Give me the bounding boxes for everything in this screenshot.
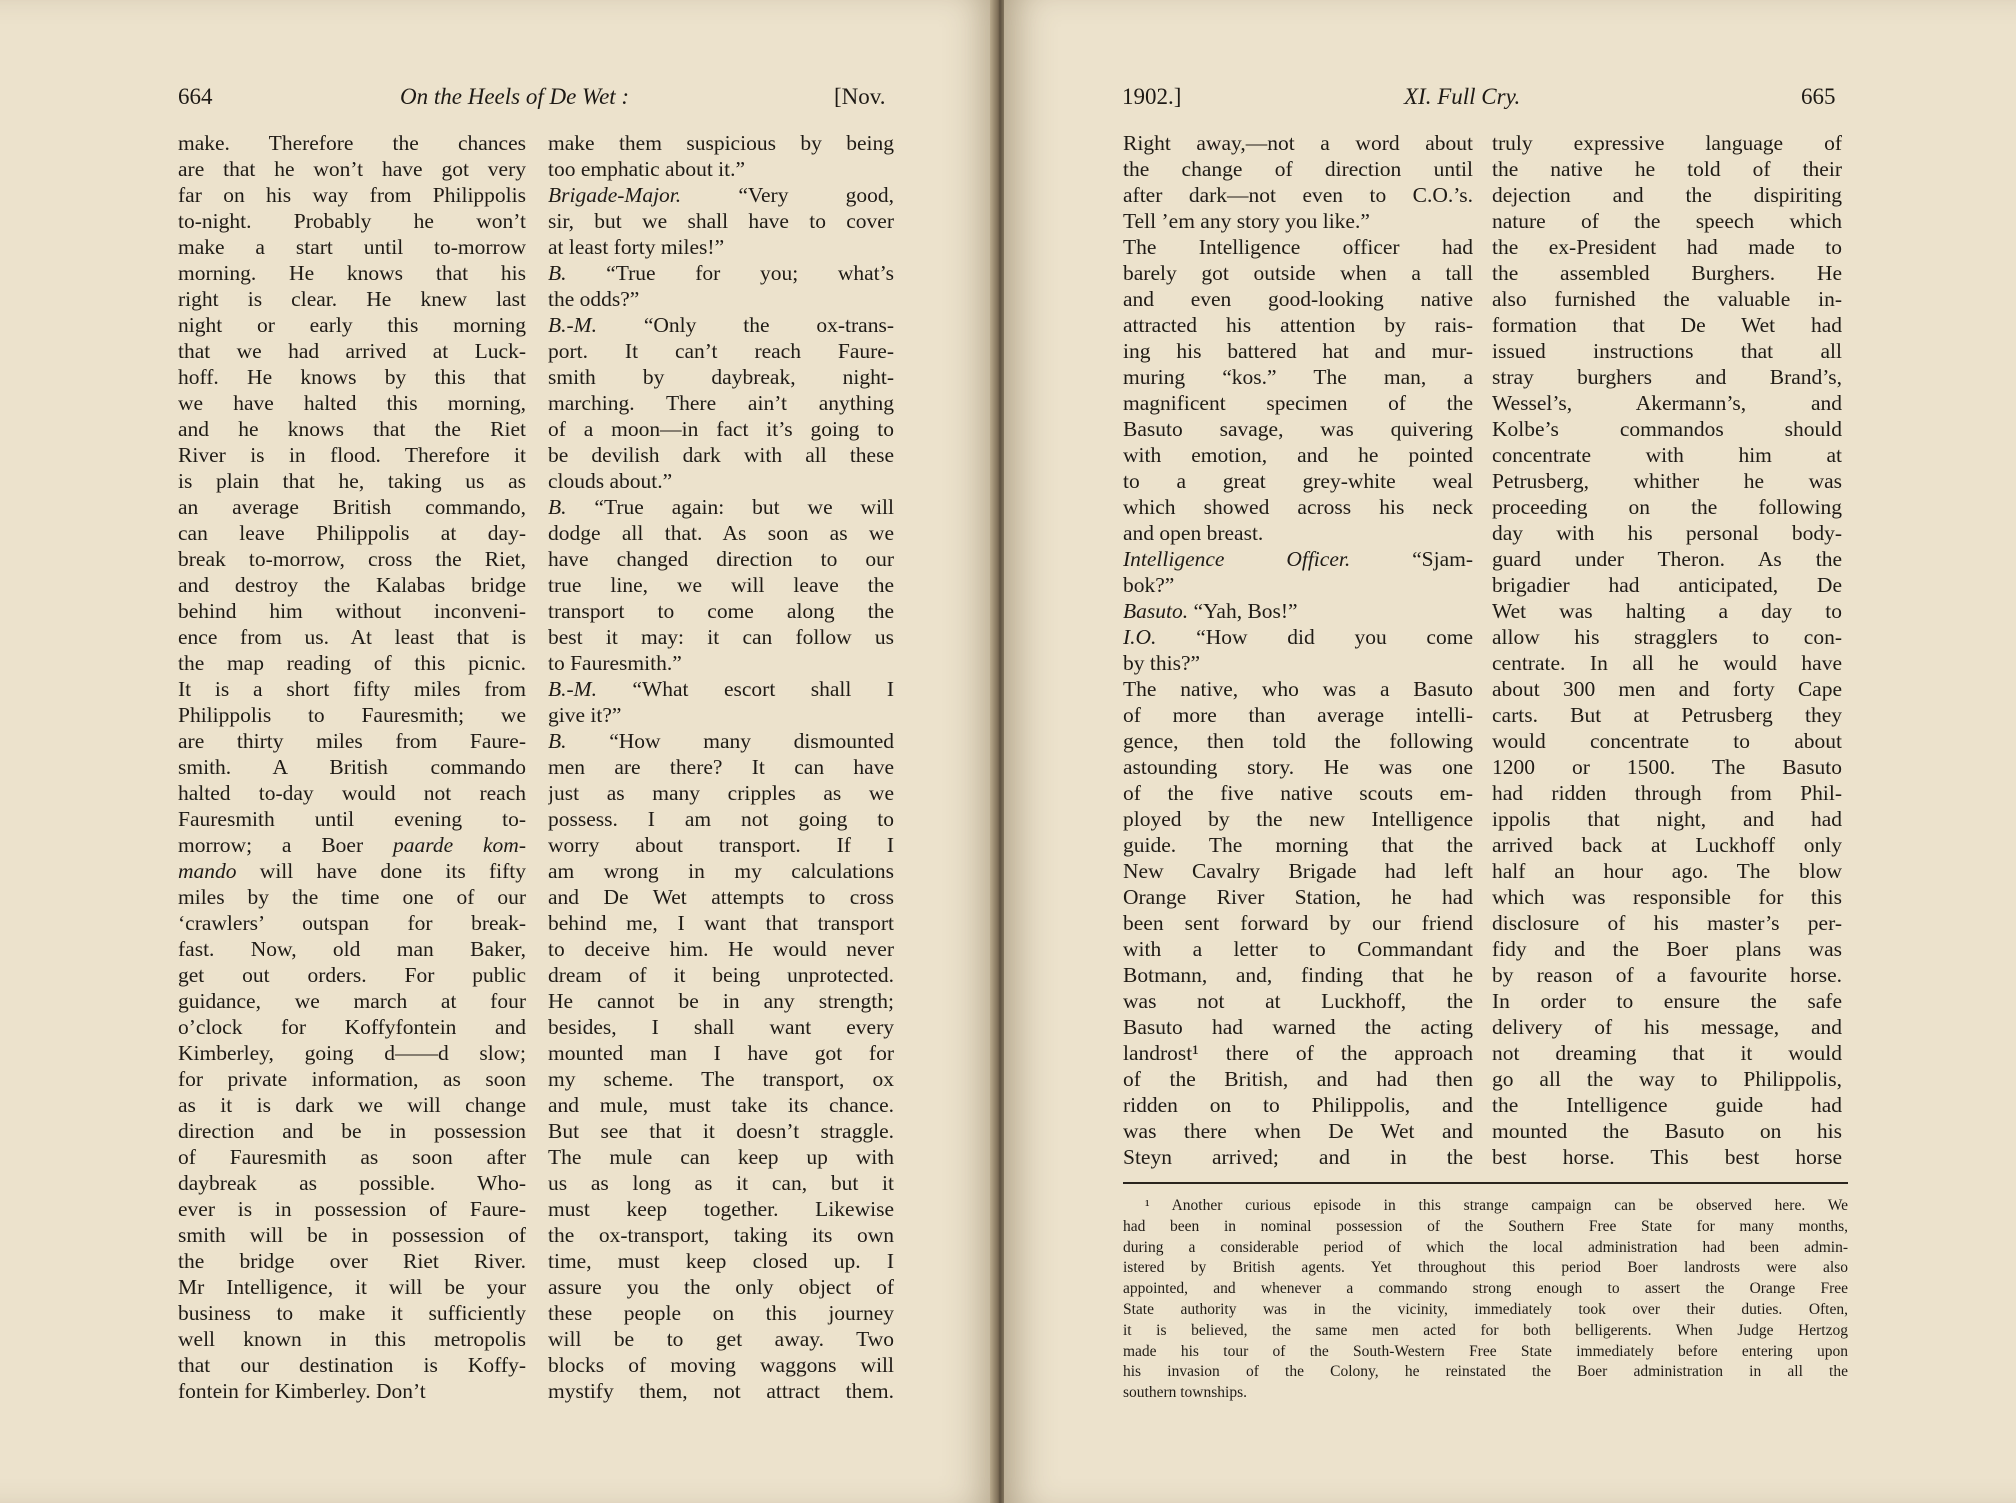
text-line: The native, who was a Basuto xyxy=(1123,677,1473,701)
text-line: an average British commando, xyxy=(178,495,526,519)
text-line: behind him without inconveni- xyxy=(178,599,526,623)
text-line: barely got outside when a tall xyxy=(1123,261,1473,285)
text-line: was not at Luckhoff, the xyxy=(1123,989,1473,1013)
text-line: Kolbe’s commandos should xyxy=(1492,417,1842,441)
text-line: guide. The morning that the xyxy=(1123,833,1473,857)
text-line: dodge all that. As soon as we xyxy=(548,521,894,545)
text-line: best horse. This best horse xyxy=(1492,1145,1842,1169)
text-line: and he knows that the Riet xyxy=(178,417,526,441)
text-line: fidy and the Boer plans was xyxy=(1492,937,1842,961)
text-line: Steyn arrived; and in the xyxy=(1123,1145,1473,1169)
text-line: Mr Intelligence, it will be your xyxy=(178,1275,526,1299)
text-line: ever is in possession of Faure- xyxy=(178,1197,526,1221)
text-line: morning. He knows that his xyxy=(178,261,526,285)
text-line: morrow; a Boer paarde kom- xyxy=(178,833,526,857)
text-line: possess. I am not going to xyxy=(548,807,894,831)
text-line: Fauresmith until evening to- xyxy=(178,807,526,831)
footnote-rule xyxy=(1123,1182,1848,1184)
left-page xyxy=(0,0,996,1503)
text-line: 1200 or 1500. The Basuto xyxy=(1492,755,1842,779)
footnote-line: istered by British agents. Yet throughout this period Boer landrosts were also xyxy=(1123,1259,1848,1277)
text-line: the assembled Burghers. He xyxy=(1492,261,1842,285)
text-line: attracted his attention by rais- xyxy=(1123,313,1473,337)
text-line: to Fauresmith.” xyxy=(548,651,682,675)
footnote xyxy=(1123,1196,1848,1404)
text-line: mounted man I have got for xyxy=(548,1041,894,1065)
text-line: the ex-President had made to xyxy=(1492,235,1842,259)
text-line: carts. But at Petrusberg they xyxy=(1492,703,1842,727)
footnote-line: State authority was in the vicinity, immediately took over their duties. Often, xyxy=(1123,1300,1848,1318)
text-line: brigadier had anticipated, De xyxy=(1492,573,1842,597)
text-line: dream of it being unprotected. xyxy=(548,963,894,987)
footnote-line: appointed, and whenever a commando strong enough to assert the Orange Free xyxy=(1123,1280,1848,1298)
text-line: give it?” xyxy=(548,703,622,727)
left-page-number: 664 xyxy=(178,84,213,109)
text-line: true line, we will leave the xyxy=(548,573,894,597)
text-line: The Intelligence officer had xyxy=(1123,235,1473,259)
footnote-line: his invasion of the Colony, he reinstated the Boer administration in all the xyxy=(1123,1363,1848,1381)
text-line: my scheme. The transport, ox xyxy=(548,1067,894,1091)
text-line: smith. A British commando xyxy=(178,755,526,779)
text-line: and mule, must take its chance. xyxy=(548,1093,894,1117)
text-line: fast. Now, old man Baker, xyxy=(178,937,526,961)
left-date-mark: [Nov. xyxy=(834,84,886,109)
text-line: about 300 men and forty Cape xyxy=(1492,677,1842,701)
text-line: B. “True for you; what’s xyxy=(548,261,894,285)
text-line: Philippolis to Fauresmith; we xyxy=(178,703,526,727)
text-line: are thirty miles from Faure- xyxy=(178,729,526,753)
text-line: hoff. He knows by this that xyxy=(178,365,526,389)
text-line: B.-M. “Only the ox-trans- xyxy=(548,313,894,337)
text-line: The mule can keep up with xyxy=(548,1145,894,1169)
text-line: marching. There ain’t anything xyxy=(548,391,894,415)
text-line: would concentrate to about xyxy=(1492,729,1842,753)
text-line: right is clear. He knew last xyxy=(178,287,526,311)
left-running-title: On the Heels of De Wet : xyxy=(400,84,630,109)
text-line: break to-morrow, cross the Riet, xyxy=(178,547,526,571)
text-line: River is in flood. Therefore it xyxy=(178,443,526,467)
text-line: transport to come along the xyxy=(548,599,894,623)
text-line: will be to get away. Two xyxy=(548,1327,894,1351)
text-line: of the British, and had then xyxy=(1123,1067,1473,1091)
text-line: to-night. Probably he won’t xyxy=(178,209,526,233)
text-line: guidance, we march at four xyxy=(178,989,526,1013)
text-line: ployed by the new Intelligence xyxy=(1123,807,1473,831)
text-line: o’clock for Koffyfontein and xyxy=(178,1015,526,1039)
text-line: Wessel’s, Akermann’s, and xyxy=(1492,391,1842,415)
text-line: Tell ’em any story you like.” xyxy=(1123,209,1370,233)
footnote-line: during a considerable period of which the local administration had been admin- xyxy=(1123,1238,1848,1256)
text-line: am wrong in my calculations xyxy=(548,859,894,883)
text-line: ‘crawlers’ outspan for break- xyxy=(178,911,526,935)
text-line: which showed across his neck xyxy=(1123,495,1473,519)
text-line: Brigade-Major. “Very good, xyxy=(548,183,894,207)
text-line: allow his stragglers to con- xyxy=(1492,625,1842,649)
text-line: was there when De Wet and xyxy=(1123,1119,1473,1143)
text-line: the odds?” xyxy=(548,287,640,311)
text-line: astounding story. He was one xyxy=(1123,755,1473,779)
text-line: men are there? It can have xyxy=(548,755,894,779)
text-line: miles by the time one of our xyxy=(178,885,526,909)
footnote-line: it is believed, the same men acted for both belligerents. When Judge Hertzog xyxy=(1123,1321,1848,1339)
text-line: Right away,—not a word about xyxy=(1123,131,1473,155)
text-line: nature of the speech which xyxy=(1492,209,1842,233)
text-line: delivery of his message, and xyxy=(1492,1015,1842,1039)
text-line: gence, then told the following xyxy=(1123,729,1473,753)
text-line: clouds about.” xyxy=(548,469,673,493)
text-line: and destroy the Kalabas bridge xyxy=(178,573,526,597)
text-line: worry about transport. If I xyxy=(548,833,894,857)
text-line: assure you the only object of xyxy=(548,1275,894,1299)
text-line: too emphatic about it.” xyxy=(548,157,746,181)
text-line: Petrusberg, whither he was xyxy=(1492,469,1842,493)
text-line: Intelligence Officer. “Sjam- xyxy=(1123,547,1473,571)
text-line: halted to-day would not reach xyxy=(178,781,526,805)
text-line: concentrate with him at xyxy=(1492,443,1842,467)
text-line: B. “True again: but we will xyxy=(548,495,894,519)
text-line: magnificent specimen of the xyxy=(1123,391,1473,415)
text-line: go all the way to Philippolis, xyxy=(1492,1067,1842,1091)
text-line: ence from us. At least that is xyxy=(178,625,526,649)
text-line: Wet was halting a day to xyxy=(1492,599,1842,623)
text-line: arrived back at Luckhoff only xyxy=(1492,833,1842,857)
text-line: night or early this morning xyxy=(178,313,526,337)
text-line: mounted the Basuto on his xyxy=(1492,1119,1842,1143)
text-line: mystify them, not attract them. xyxy=(548,1379,894,1403)
text-line: formation that De Wet had xyxy=(1492,313,1842,337)
text-line: to deceive him. He would never xyxy=(548,937,894,961)
text-line: for private information, as soon xyxy=(178,1067,526,1091)
text-line: muring “kos.” The man, a xyxy=(1123,365,1473,389)
text-line: smith will be in possession of xyxy=(178,1223,526,1247)
text-line: time, must keep closed up. I xyxy=(548,1249,894,1273)
text-line: smith by daybreak, night- xyxy=(548,365,894,389)
text-line: ippolis that night, and had xyxy=(1492,807,1842,831)
text-line: B.-M. “What escort shall I xyxy=(548,677,894,701)
text-line: the bridge over Riet River. xyxy=(178,1249,526,1273)
text-line: at least forty miles!” xyxy=(548,235,725,259)
text-line: by this?” xyxy=(1123,651,1201,675)
left-column-1 xyxy=(178,130,526,1404)
text-line: and open breast. xyxy=(1123,521,1264,545)
right-page-number: 665 xyxy=(1801,84,1836,109)
footnote-line: southern townships. xyxy=(1123,1384,1247,1402)
text-line: and even good-looking native xyxy=(1123,287,1473,311)
text-line: these people on this journey xyxy=(548,1301,894,1325)
text-line: make a start until to-morrow xyxy=(178,235,526,259)
text-line: Kimberley, going d——d slow; xyxy=(178,1041,526,1065)
text-line: I.O. “How did you come xyxy=(1123,625,1473,649)
text-line: In order to ensure the safe xyxy=(1492,989,1842,1013)
text-line: the Intelligence guide had xyxy=(1492,1093,1842,1117)
text-line: well known in this metropolis xyxy=(178,1327,526,1351)
text-line: have changed direction to our xyxy=(548,547,894,571)
text-line: that our destination is Koffy- xyxy=(178,1353,526,1377)
text-line: behind me, I want that transport xyxy=(548,911,894,935)
right-page-header xyxy=(1004,84,2016,116)
text-line: bok?” xyxy=(1123,573,1175,597)
text-line: direction and be in possession xyxy=(178,1119,526,1143)
text-line: landrost¹ there of the approach xyxy=(1123,1041,1473,1065)
text-line: He cannot be in any strength; xyxy=(548,989,894,1013)
text-line: Basuto. “Yah, Bos!” xyxy=(1123,599,1298,623)
right-running-title: XI. Full Cry. xyxy=(1404,84,1521,109)
footnote-line: ¹ Another curious episode in this strange campaign can be observed here. We xyxy=(1145,1197,1848,1214)
right-column-2 xyxy=(1492,130,1842,1170)
text-line: daybreak as possible. Who- xyxy=(178,1171,526,1195)
text-line: centrate. In all he would have xyxy=(1492,651,1842,675)
text-line: just as many cripples as we xyxy=(548,781,894,805)
text-line: had ridden through from Phil- xyxy=(1492,781,1842,805)
text-line: guard under Theron. As the xyxy=(1492,547,1842,571)
footnote-line: had been in nominal possession of the Southern Free State for many months, xyxy=(1123,1217,1848,1235)
text-line: ing his battered hat and mur- xyxy=(1123,339,1473,363)
footnote-line: made his tour of the South-Western Free State immediately before entering upon xyxy=(1123,1342,1848,1360)
right-column-1 xyxy=(1123,130,1473,1170)
text-line: B. “How many dismounted xyxy=(548,729,894,753)
text-line: dejection and the dispiriting xyxy=(1492,183,1842,207)
text-line: which was responsible for this xyxy=(1492,885,1842,909)
text-line: with a letter to Commandant xyxy=(1123,937,1473,961)
text-line: is plain that he, taking us as xyxy=(178,469,526,493)
text-line: of more than average intelli- xyxy=(1123,703,1473,727)
text-line: get out orders. For public xyxy=(178,963,526,987)
text-line: fontein for Kimberley. Don’t xyxy=(178,1379,426,1403)
text-line: But see that it doesn’t straggle. xyxy=(548,1119,894,1143)
text-line: blocks of moving waggons will xyxy=(548,1353,894,1377)
text-line: Orange River Station, he had xyxy=(1123,885,1473,909)
text-line: disclosure of his master’s per- xyxy=(1492,911,1842,935)
text-line: also furnished the valuable in- xyxy=(1492,287,1842,311)
text-line: with emotion, and he pointed xyxy=(1123,443,1473,467)
text-line: It is a short fifty miles from xyxy=(178,677,526,701)
text-line: day with his personal body- xyxy=(1492,521,1842,545)
text-line: and De Wet attempts to cross xyxy=(548,885,894,909)
text-line: of the five native scouts em- xyxy=(1123,781,1473,805)
text-line: as it is dark we will change xyxy=(178,1093,526,1117)
text-line: proceeding on the following xyxy=(1492,495,1842,519)
text-line: Botmann, and, finding that he xyxy=(1123,963,1473,987)
text-line: ridden on to Philippolis, and xyxy=(1123,1093,1473,1117)
text-line: can leave Philippolis at day- xyxy=(178,521,526,545)
text-line: of Fauresmith as soon after xyxy=(178,1145,526,1169)
text-line: make. Therefore the chances xyxy=(178,131,526,155)
text-line: not dreaming that it would xyxy=(1492,1041,1842,1065)
left-page-header xyxy=(0,84,996,116)
text-line: by reason of a favourite horse. xyxy=(1492,963,1842,987)
text-line: are that he won’t have got very xyxy=(178,157,526,181)
text-line: we have halted this morning, xyxy=(178,391,526,415)
text-line: sir, but we shall have to cover xyxy=(548,209,894,233)
text-line: must keep together. Likewise xyxy=(548,1197,894,1221)
text-line: the change of direction until xyxy=(1123,157,1473,181)
text-line: business to make it sufficiently xyxy=(178,1301,526,1325)
text-line: the native he told of their xyxy=(1492,157,1842,181)
text-line: to a great grey-white weal xyxy=(1123,469,1473,493)
text-line: the ox-transport, taking its own xyxy=(548,1223,894,1247)
text-line: besides, I shall want every xyxy=(548,1015,894,1039)
text-line: New Cavalry Brigade had left xyxy=(1123,859,1473,883)
text-line: make them suspicious by being xyxy=(548,131,894,155)
text-line: us as long as it can, but it xyxy=(548,1171,894,1195)
text-line: half an hour ago. The blow xyxy=(1492,859,1842,883)
text-line: after dark—not even to C.O.’s. xyxy=(1123,183,1473,207)
text-line: port. It can’t reach Faure- xyxy=(548,339,894,363)
right-date-mark: 1902.] xyxy=(1122,84,1182,109)
text-line: Basuto had warned the acting xyxy=(1123,1015,1473,1039)
text-line: issued instructions that all xyxy=(1492,339,1842,363)
text-line: best it may: it can follow us xyxy=(548,625,894,649)
text-line: Basuto savage, was quivering xyxy=(1123,417,1473,441)
text-line: been sent forward by our friend xyxy=(1123,911,1473,935)
text-line: far on his way from Philippolis xyxy=(178,183,526,207)
text-line: stray burghers and Brand’s, xyxy=(1492,365,1842,389)
text-line: mando will have done its fifty xyxy=(178,859,526,883)
text-line: be devilish dark with all these xyxy=(548,443,894,467)
text-line: the map reading of this picnic. xyxy=(178,651,526,675)
left-column-2 xyxy=(548,130,894,1404)
text-line: that we had arrived at Luck- xyxy=(178,339,526,363)
text-line: of a moon—in fact it’s going to xyxy=(548,417,894,441)
text-line: truly expressive language of xyxy=(1492,131,1842,155)
